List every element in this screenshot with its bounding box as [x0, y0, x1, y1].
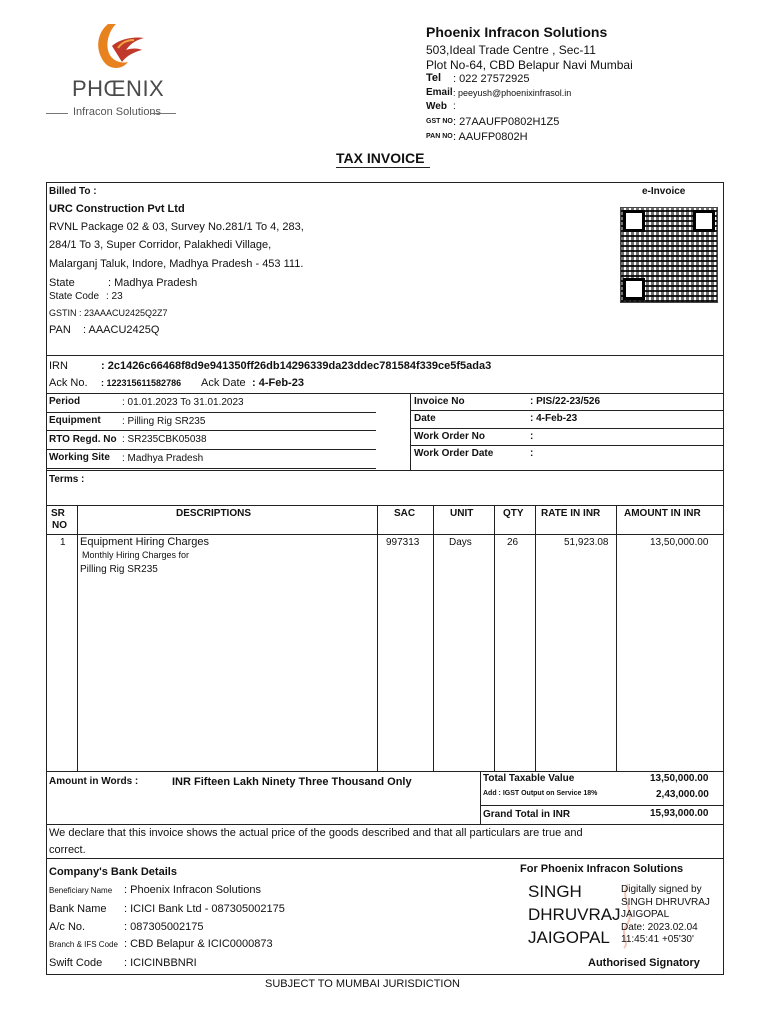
- rule-bank-top: [46, 858, 723, 859]
- einvoice-label: e-Invoice: [642, 186, 686, 197]
- authorised-signatory: Authorised Signatory: [588, 957, 700, 969]
- invoice-no-label: Invoice No: [414, 396, 465, 407]
- th-sr-no: NO: [52, 520, 67, 531]
- signer-name-2: DHRUVRAJ: [528, 905, 621, 924]
- ack-date: : 4-Feb-23: [252, 377, 304, 389]
- ack-date-label: Ack Date: [201, 377, 246, 389]
- ack-no-label: Ack No.: [49, 377, 88, 389]
- branch: : CBD Belapur & ICIC0000873: [124, 938, 273, 950]
- cell-amount: 13,50,000.00: [650, 537, 709, 548]
- digital-sign-line-1: Digitally signed by: [621, 884, 702, 895]
- working-site-label: Working Site: [49, 452, 110, 463]
- beneficiary-label: Beneficiary Name: [49, 886, 113, 895]
- equipment: : Pilling Rig SR235: [122, 416, 206, 427]
- qr-code: [620, 207, 718, 303]
- th-amount: AMOUNT IN INR: [624, 508, 701, 519]
- qr-finder-top-right: [693, 210, 715, 232]
- igst-value: 2,43,000.00: [656, 789, 709, 800]
- branch-label: Branch & IFS Code: [49, 940, 118, 949]
- digital-sign-line-2: SINGH DHRUVRAJ: [621, 897, 710, 908]
- cell-qty: 26: [507, 537, 519, 548]
- rule-totals-divider: [480, 771, 481, 824]
- company-email-label: Email: [426, 87, 453, 98]
- th-sac: SAC: [394, 508, 416, 519]
- col-rule-5: [535, 505, 536, 771]
- rule-declaration-top: [46, 824, 723, 825]
- terms-label: Terms :: [49, 474, 85, 485]
- rule-details-top: [46, 393, 723, 394]
- buyer-pan-label: PAN: [49, 324, 71, 336]
- rule-left-2: [46, 430, 376, 431]
- declaration-line-1: We declare that this invoice shows the actual price of the goods described and that all particulars are true and: [49, 827, 583, 839]
- bank-name: : ICICI Bank Ltd - 087305002175: [124, 903, 285, 915]
- col-rule-1: [77, 505, 78, 771]
- amount-words-label: Amount in Words :: [49, 776, 139, 787]
- rule-table-top: [46, 505, 723, 506]
- document-title: TAX INVOICE: [336, 150, 425, 166]
- buyer-state-label: State: [49, 277, 75, 289]
- rule-left-1: [46, 412, 376, 413]
- grand-total: 15,93,000.00: [650, 808, 709, 819]
- work-order-date: :: [530, 448, 534, 459]
- jurisdiction-note: SUBJECT TO MUMBAI JURISDICTION: [265, 978, 460, 990]
- declaration-line-2: correct.: [49, 844, 86, 856]
- invoice-no: : PIS/22-23/526: [530, 396, 601, 407]
- col-rule-2: [377, 505, 378, 771]
- cell-sac: 997313: [386, 537, 420, 548]
- company-gst: : 27AAUFP0802H1Z5: [453, 116, 560, 128]
- cell-sr: 1: [60, 537, 66, 548]
- rule-table-header-bottom: [46, 534, 723, 535]
- grand-total-label: Grand Total in INR: [483, 809, 571, 820]
- company-logo: [40, 18, 190, 128]
- cell-desc-2: Monthly Hiring Charges for: [82, 550, 190, 560]
- equipment-label: Equipment: [49, 415, 101, 426]
- rto: : SR235CBK05038: [122, 434, 207, 445]
- irn-label: IRN: [49, 360, 68, 372]
- th-rate: RATE IN INR: [541, 508, 601, 519]
- buyer-state-code-label: State Code: [49, 291, 100, 302]
- rule-irn-top: [46, 355, 723, 356]
- account-no: : 087305002175: [124, 921, 204, 933]
- logo-rule-right: [150, 113, 176, 114]
- company-name: Phoenix Infracon Solutions: [426, 24, 608, 40]
- swift-label: Swift Code: [49, 957, 103, 969]
- col-rule-3: [433, 505, 434, 771]
- rule-right-1: [410, 410, 723, 411]
- invoice-date: : 4-Feb-23: [530, 413, 578, 424]
- working-site: : Madhya Pradesh: [122, 453, 204, 464]
- col-rule-4: [494, 505, 495, 771]
- work-order-no-label: Work Order No: [414, 431, 485, 442]
- cell-desc-3: Pilling Rig SR235: [80, 564, 158, 575]
- buyer-address-3: Malarganj Taluk, Indore, Madhya Pradesh - 453 111.: [49, 258, 304, 270]
- company-web: :: [453, 101, 456, 112]
- rule-terms-top: [46, 470, 723, 471]
- rule-left-3: [46, 449, 376, 450]
- cell-rate: 51,923.08: [564, 537, 609, 548]
- th-sr: SR: [51, 508, 65, 519]
- digital-sign-line-3: JAIGOPAL: [621, 909, 670, 920]
- company-address-2: Plot No-64, CBD Belapur Navi Mumbai: [426, 58, 633, 72]
- taxable-label: Total Taxable Value: [483, 773, 575, 784]
- company-gst-label: GST NO: [426, 118, 453, 125]
- qr-finder-bottom-left: [623, 278, 645, 300]
- rule-left-4: [46, 468, 376, 469]
- digital-sign-line-4: Date: 2023.02.04: [621, 922, 698, 933]
- buyer-gstin: GSTIN : 23AAACU2425Q2Z7: [49, 308, 168, 318]
- billed-to-label: Billed To :: [49, 186, 97, 197]
- col-rule-6: [616, 505, 617, 771]
- work-order-date-label: Work Order Date: [414, 448, 494, 459]
- buyer-name: URC Construction Pvt Ltd: [49, 203, 185, 215]
- rule-details-divider: [410, 393, 411, 470]
- swift-code: : ICICINBBNRI: [124, 957, 197, 969]
- igst-label: Add : IGST Output on Service 18%: [483, 790, 598, 797]
- company-tel: : 022 27572925: [453, 73, 530, 85]
- work-order-no: :: [530, 431, 534, 442]
- period: : 01.01.2023 To 31.01.2023: [122, 397, 244, 408]
- digital-signature: [526, 880, 716, 950]
- rule-grand-top: [480, 805, 723, 806]
- rule-right-3: [410, 445, 723, 446]
- buyer-address-2: 284/1 To 3, Super Corridor, Palakhedi Village,: [49, 239, 272, 251]
- buyer-state: : Madhya Pradesh: [108, 277, 198, 289]
- amount-words: INR Fifteen Lakh Ninety Three Thousand Only: [172, 776, 412, 788]
- irn-value: : 2c1426c66468f8d9e941350ff26db14296339da23ddec781584f339ce5f5ada3: [101, 360, 492, 372]
- taxable-value: 13,50,000.00: [650, 773, 709, 784]
- cell-desc-1: Equipment Hiring Charges: [80, 536, 210, 548]
- qr-finder-top-left: [623, 210, 645, 232]
- logo-brand: PHŒNIX: [72, 76, 165, 101]
- logo-subtitle: Infracon Solutions: [73, 106, 162, 118]
- company-pan: : AAUFP0802H: [453, 131, 528, 143]
- account-label: A/c No.: [49, 921, 86, 933]
- buyer-state-code: : 23: [106, 291, 123, 302]
- date-label: Date: [414, 413, 436, 424]
- cell-unit: Days: [449, 537, 472, 548]
- rule-totals-top: [46, 771, 723, 772]
- bank-name-label: Bank Name: [49, 903, 107, 915]
- buyer-pan: : AAACU2425Q: [83, 324, 160, 336]
- signer-name-3: JAIGOPAL: [528, 928, 610, 947]
- company-address-1: 503,Ideal Trade Centre , Sec-11: [426, 43, 596, 57]
- digital-sign-line-5: 11:45:41 +05'30': [621, 934, 694, 945]
- rto-label: RTO Regd. No: [49, 434, 117, 445]
- logo-rule-left: [46, 113, 68, 114]
- bank-title: Company's Bank Details: [49, 866, 177, 878]
- company-pan-label: PAN NO: [426, 133, 453, 140]
- th-descriptions: DESCRIPTIONS: [176, 508, 252, 519]
- for-company-label: For Phoenix Infracon Solutions: [520, 863, 684, 875]
- company-web-label: Web: [426, 101, 447, 112]
- th-unit: UNIT: [450, 508, 474, 519]
- beneficiary: : Phoenix Infracon Solutions: [124, 884, 261, 896]
- period-label: Period: [49, 396, 81, 407]
- ack-no: : 122315611582786: [101, 378, 182, 388]
- company-email: : peeyush@phoenixinfrasol.in: [453, 88, 572, 98]
- th-qty: QTY: [503, 508, 524, 519]
- signer-name-1: SINGH: [528, 882, 582, 901]
- buyer-address-1: RVNL Package 02 & 03, Survey No.281/1 To 4, 283,: [49, 221, 304, 233]
- document-title-underline: [336, 167, 430, 168]
- rule-right-2: [410, 428, 723, 429]
- company-tel-label: Tel: [426, 72, 442, 84]
